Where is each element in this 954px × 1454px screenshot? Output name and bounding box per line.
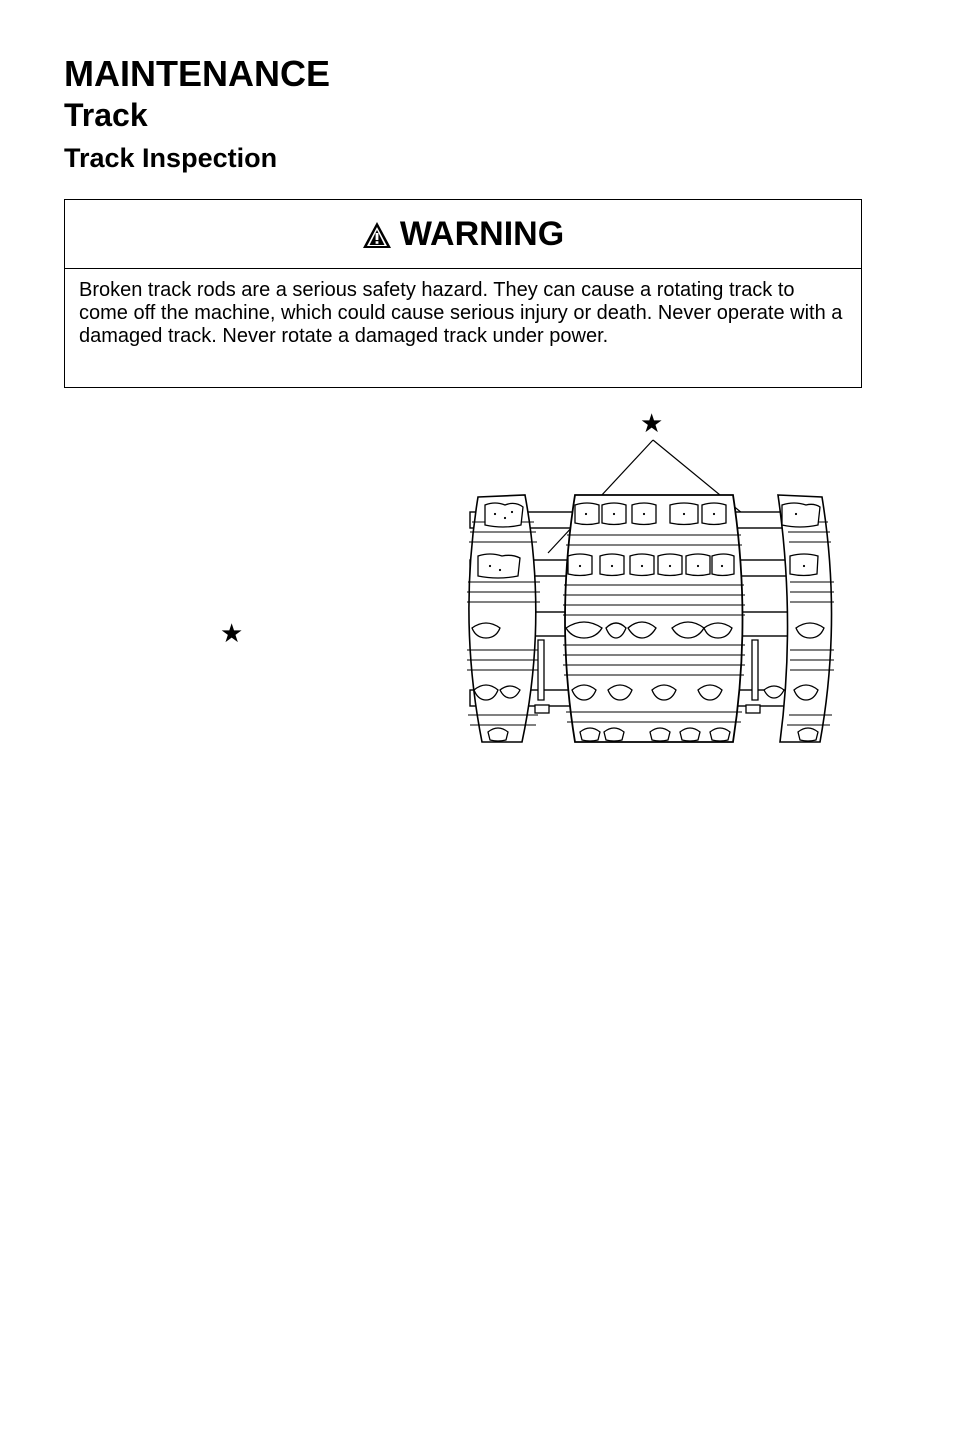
callout-star-top: ★	[640, 408, 664, 438]
subsection-title: Track	[64, 97, 148, 133]
warning-title: WARNING	[399, 215, 565, 253]
snowmobile-track-illustration	[455, 405, 847, 750]
section-title: MAINTENANCE	[64, 53, 330, 94]
warning-triangle-icon	[362, 221, 392, 249]
warning-text: Broken track rods are a serious safety hazard. They can cause a rotating track to come off the machine, which could cause serious injury or death. Never operate with a damaged track. Never rotate a damaged track under power.	[79, 279, 843, 347]
warning-box	[64, 199, 862, 388]
callout-star-left: ★	[220, 618, 244, 648]
page-heading: Track Inspection	[64, 143, 278, 173]
warning-header	[65, 200, 861, 269]
